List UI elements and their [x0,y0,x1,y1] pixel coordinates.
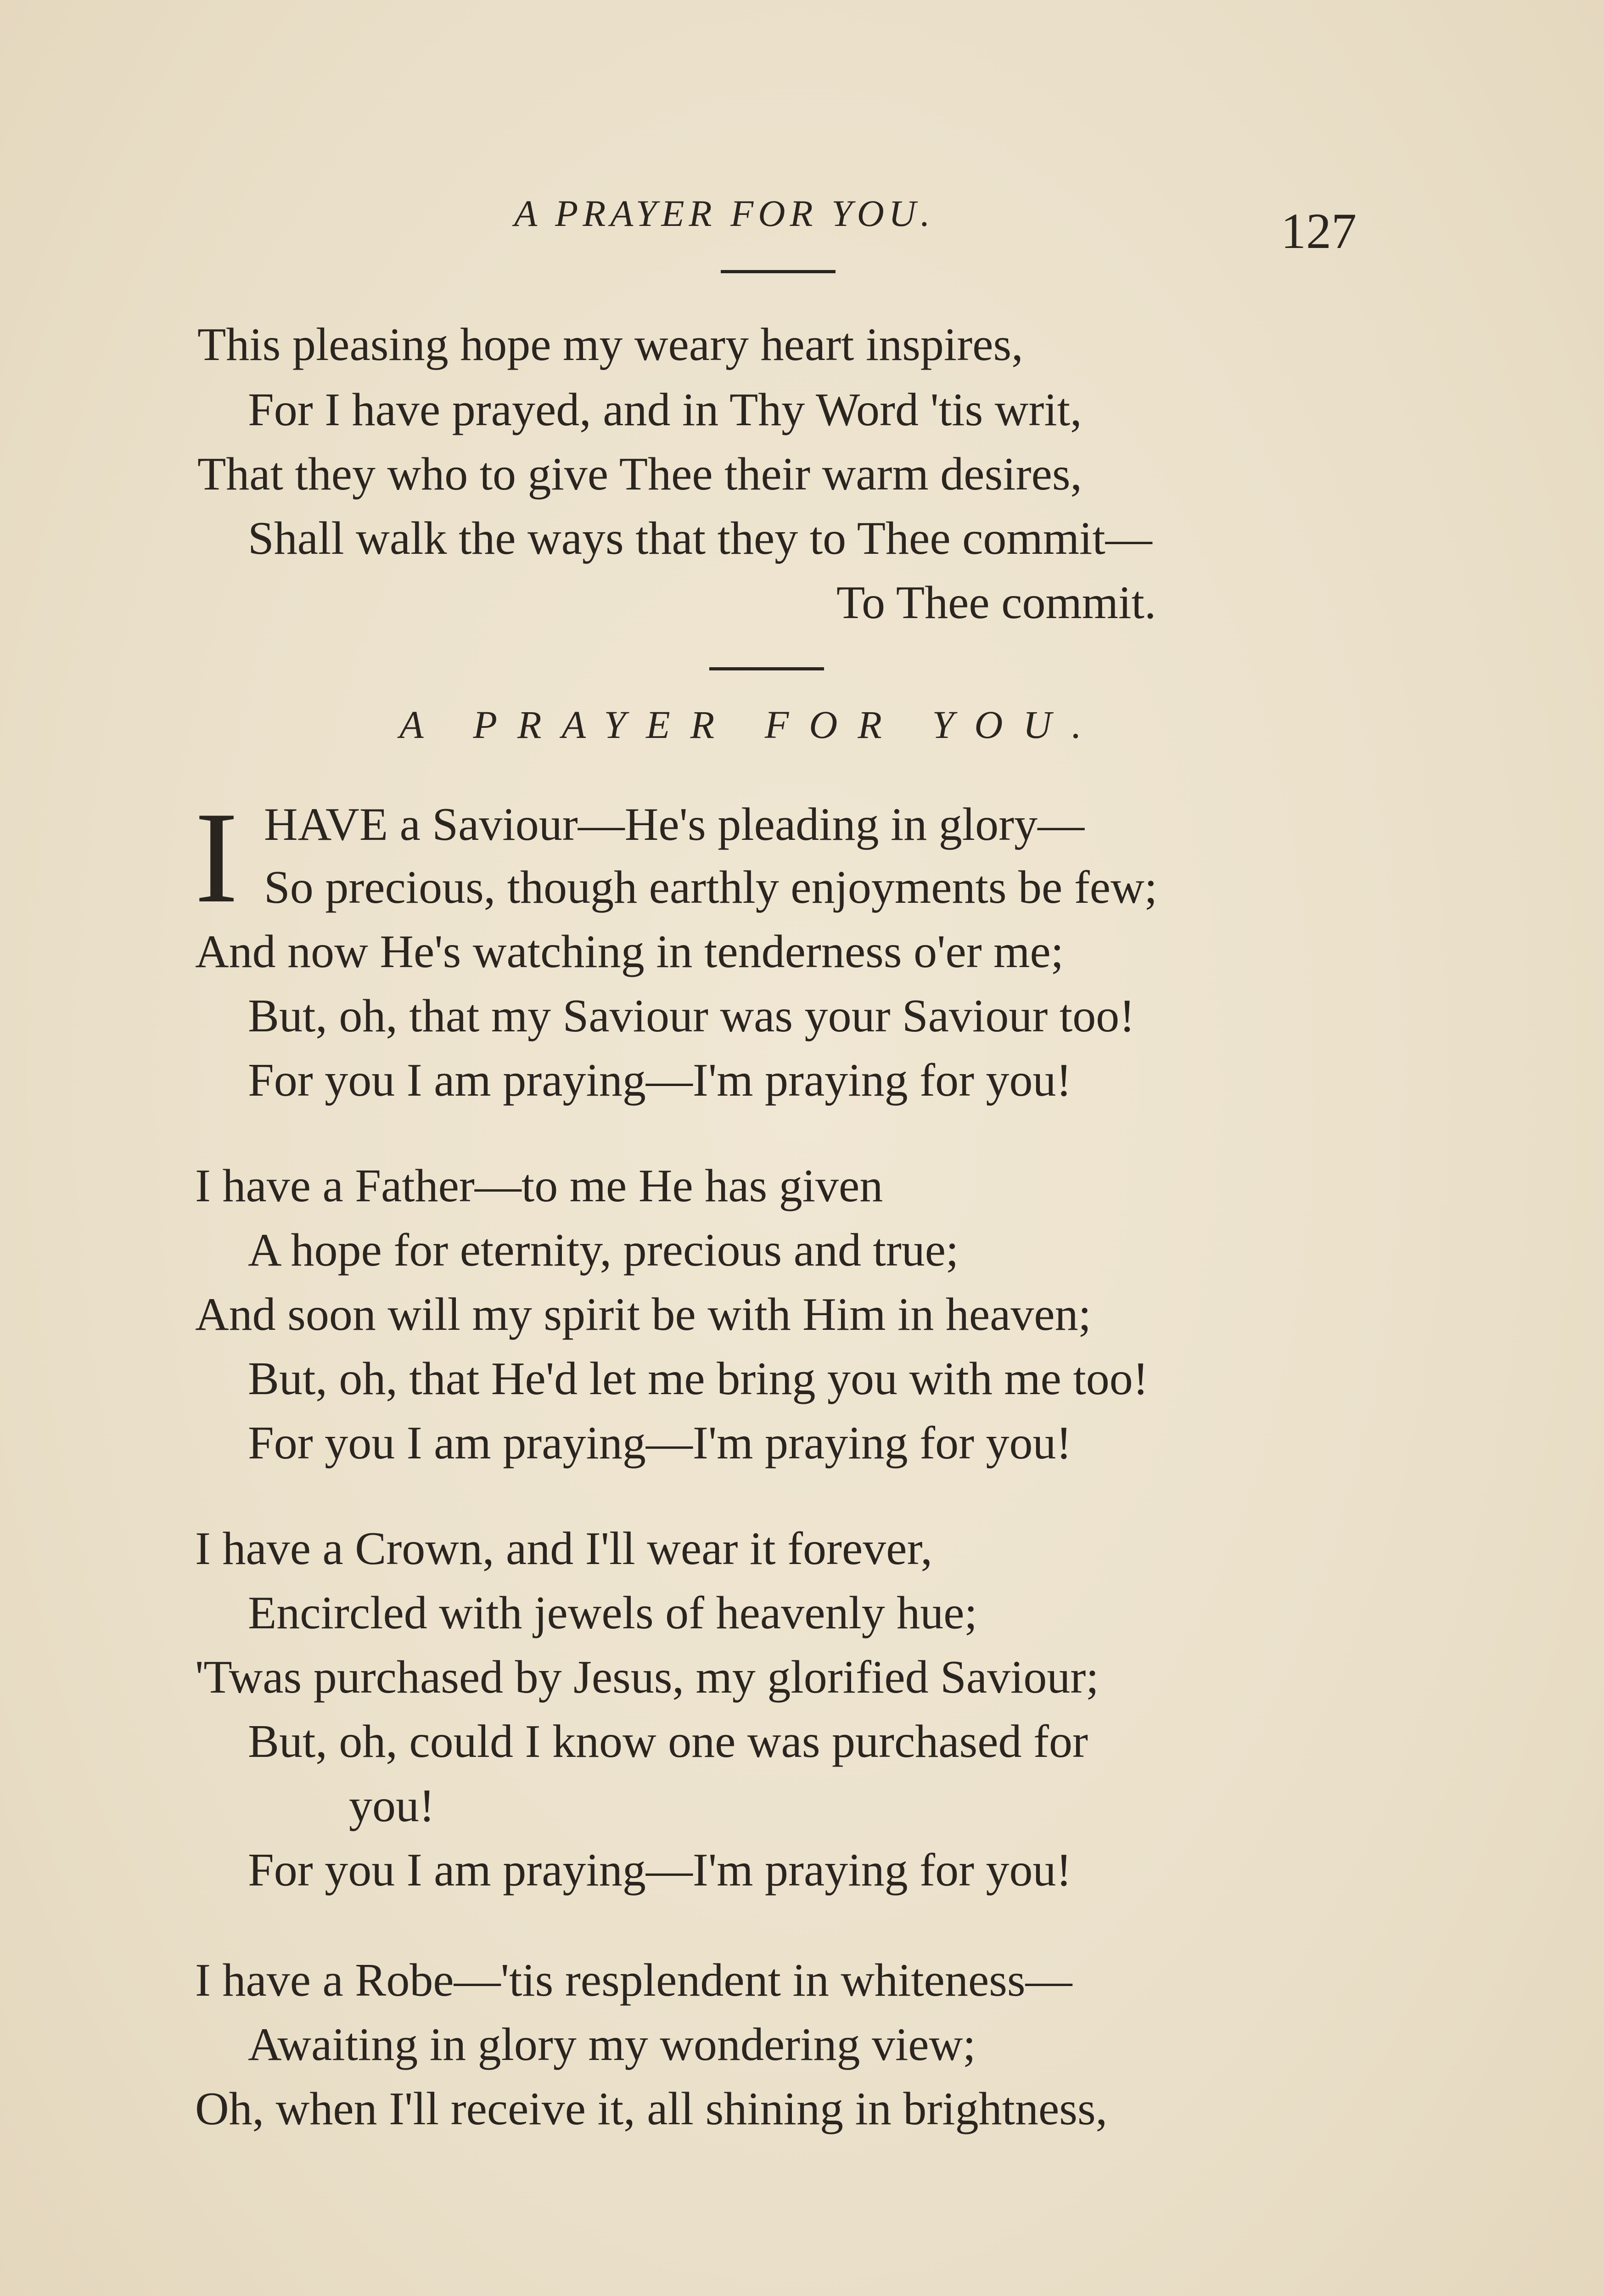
verse-line: you! [349,1780,435,1832]
verse-line: Oh, when I'll receive it, all shining in brightness, [195,2083,1108,2135]
header-rule [721,270,836,273]
verse-line: And now He's watching in tenderness o'er me; [195,926,1064,978]
verse-line: For I have prayed, and in Thy Word 'tis writ, [248,384,1082,436]
verse-line: Shall walk the ways that they to Thee commit— [248,512,1152,564]
verse-line: 'Twas purchased by Jesus, my glorified Saviour; [195,1651,1099,1703]
verse-line: For you I am praying—I'm praying for you! [248,1417,1072,1469]
verse-line: To Thee commit. [836,577,1156,629]
poem-title: A PRAYER FOR YOU. [399,703,1102,747]
verse-line: HAVE a Saviour—He's pleading in glory— [264,799,1085,850]
running-head: A PRAYER FOR YOU. [514,192,935,234]
drop-cap: I [195,785,238,930]
verse-line: But, oh, that my Saviour was your Saviour too! [248,990,1135,1042]
section-rule [709,667,824,670]
verse-line: I have a Crown, and I'll wear it forever, [195,1523,932,1575]
verse-line: A hope for eternity, precious and true; [248,1224,959,1276]
verse-line: For you I am praying—I'm praying for you! [248,1054,1072,1106]
verse-line: I have a Robe—'tis resplendent in whiteness— [195,1954,1072,2006]
verse-line: This pleasing hope my weary heart inspires, [197,319,1023,371]
page-number: 127 [1281,203,1357,259]
verse-line: But, oh, that He'd let me bring you with me too! [248,1353,1149,1405]
verse-line: But, oh, could I know one was purchased for [248,1716,1088,1767]
verse-line: Encircled with jewels of heavenly hue; [248,1587,977,1639]
verse-line: And soon will my spirit be with Him in heaven; [195,1289,1091,1340]
verse-line: For you I am praying—I'm praying for you! [248,1844,1072,1896]
verse-line: So precious, though earthly enjoyments be few; [264,861,1158,913]
verse-line: That they who to give Thee their warm desires, [197,448,1082,500]
verse-line: I have a Father—to me He has given [195,1160,883,1212]
verse-line: Awaiting in glory my wondering view; [248,2019,976,2071]
